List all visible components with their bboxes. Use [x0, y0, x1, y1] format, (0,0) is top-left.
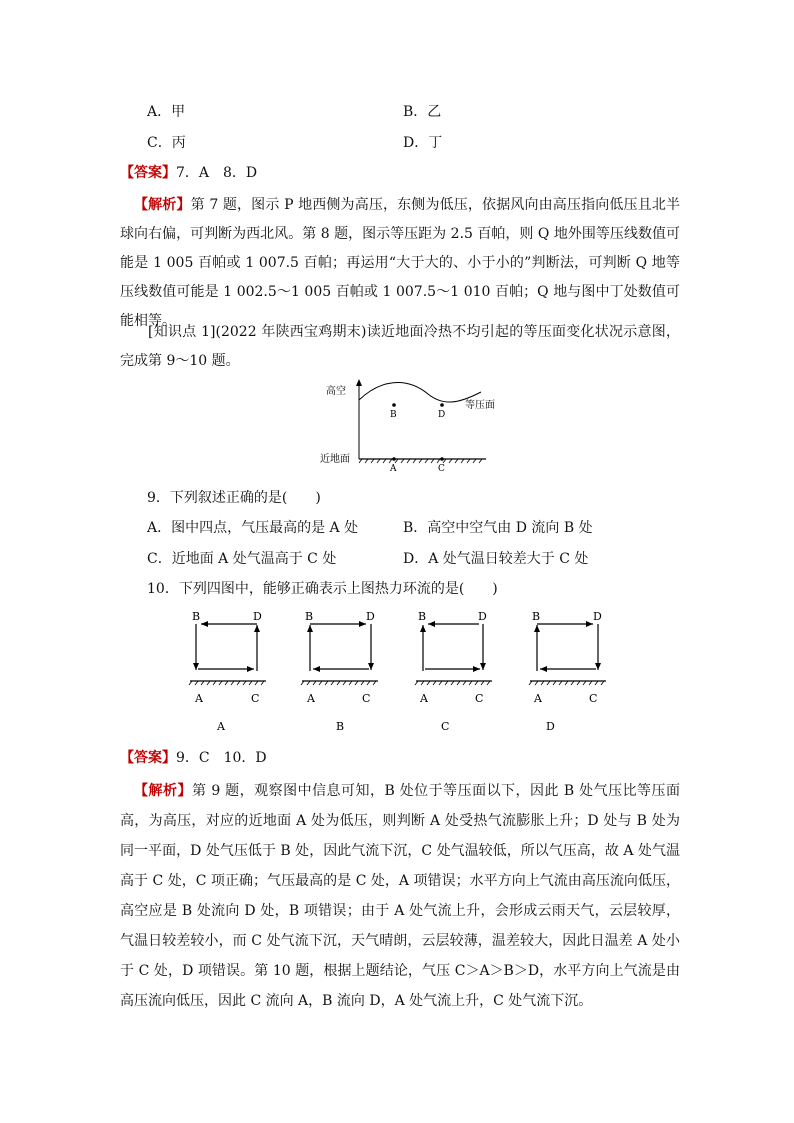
answer-9-10 [120, 748, 267, 768]
analysis-tag: 【解析】 [134, 783, 192, 799]
answer-tag: 【答案】 [120, 165, 176, 181]
diagram-d-label-c: C [589, 692, 598, 705]
high-altitude-label: 高空 [326, 386, 346, 397]
diagram-c-label-d: D [478, 610, 487, 623]
q9-option-d: D．A 处气温日较差大于 C 处 [403, 551, 589, 567]
point-c-label: C [438, 464, 445, 474]
diagram-d-label-a: A [534, 692, 542, 705]
point-d-dot [440, 403, 444, 407]
analysis-9-10 [120, 776, 680, 1016]
analysis-text: 第 7 题，图示 P 地西侧为高压，东侧为低压，依据风向由高压指向低压且北半球向右偏，可判断为西北风。第 8 题，图示等压距为 2.5 百帕，则 Q 地外围等压线数值可能是 1 005 百帕或 1 007.5 百帕；再运用“大于大的、小于小的”判断法，可判断 Q 地等压线数值可能是 1 002.5～1 005 百帕或 1 007.5～1 010 百帕；Q 地与图中丁处数值可能相等。 [120, 197, 680, 329]
diagram-d [529, 610, 606, 733]
ground-hatching [359, 459, 482, 463]
diagram-b-caption: B [336, 720, 345, 733]
isobar-curve [359, 383, 481, 403]
near-ground-label: 近地面 [320, 454, 350, 465]
knowledge-intro: [知识点 1](2022 年陕西宝鸡期末)读近地面冷热不均引起的等压面变化状况示意图，完成第 9～10 题。 [120, 324, 680, 369]
q9-option-a: A．图中四点，气压最高的是 A 处 [147, 520, 359, 536]
diagram-a-label-d: D [253, 610, 262, 623]
diagram-a-caption: A [217, 720, 225, 733]
analysis-tag: 【解析】 [134, 197, 191, 213]
diagram-d-label-d: D [593, 610, 602, 623]
circulation-diagrams [180, 608, 620, 736]
isobar-figure [318, 378, 498, 474]
diagram-d-label-b: B [532, 610, 541, 623]
diagram-c-caption: C [441, 720, 450, 733]
answer-tag: 【答案】 [120, 750, 176, 766]
diagram-c-label-c: C [475, 692, 484, 705]
diagram-d-caption: D [546, 720, 555, 733]
analysis-7-8 [120, 191, 680, 336]
point-b-label: B [390, 410, 397, 420]
diagram-a-label-c: C [251, 692, 260, 705]
diagram-b-label-b: B [305, 610, 314, 623]
diagram-c [415, 610, 492, 733]
diagram-a-label-b: B [192, 610, 201, 623]
q8-option-a: A．甲 [147, 104, 186, 120]
q10-stem: 10．下列四图中，能够正确表示上图热力环流的是( ) [147, 581, 498, 597]
point-b-dot [392, 403, 396, 407]
diagram-b-label-a: A [307, 692, 315, 705]
q9-option-c: C．近地面 A 处气温高于 C 处 [147, 551, 337, 567]
answer-text: 7．A 8．D [176, 165, 258, 181]
point-a-label: A [390, 464, 397, 474]
answer-text: 9．C 10．D [176, 750, 267, 766]
point-d-label: D [438, 410, 446, 420]
q9-option-b: B．高空中空气由 D 流向 B 处 [403, 520, 593, 536]
analysis-text: 第 9 题，观察图中信息可知，B 处位于等压面以下，因此 B 处气压比等压面高，为高压，对应的近地面 A 处为低压，则判断 A 处受热气流膨胀上升；D 处与 B 处为同一平面，D 处气压低于 B 处，因此气流下沉，C 处气温较低，所以气压高，故 A 处气温高于 C 处，C 项正确；气压最高的是 C 处，A 项错误；水平方向上气流由高压流向低压，高空应是 B 处流向 D 处，B 项错误；由于 A 处气流上升，会形成云雨天气，云层较厚，气温日较差较小，而 C 处气流下沉，天气晴朗，云层较薄，温差较大，因此日温差 A 处小于 C 处，D 项错误。第 10 题，根据上题结论，气压 C＞A＞B＞D，水平方向上气流是由高压流向低压，因此 C 流向 A，B 流向 D，A 处气流上升，C 处气流下沉。 [120, 783, 681, 1009]
point-a-dot [392, 457, 396, 461]
diagram-a-label-a: A [195, 692, 203, 705]
q8-option-c: C．丙 [147, 135, 186, 151]
point-c-dot [440, 457, 444, 461]
diagram-c-label-b: B [418, 610, 427, 623]
q8-option-d: D．丁 [403, 135, 443, 151]
q9-stem: 9．下列叙述正确的是( ) [147, 490, 321, 506]
axis-arrow [356, 379, 362, 386]
answer-7-8 [120, 163, 257, 183]
diagram-b-label-c: C [362, 692, 371, 705]
diagram-a [189, 610, 266, 733]
isobar-label: 等压面 [465, 400, 495, 411]
diagram-b-label-d: D [366, 610, 375, 623]
diagram-b [301, 610, 378, 733]
diagram-c-label-a: A [420, 692, 428, 705]
q8-option-b: B．乙 [403, 104, 442, 120]
